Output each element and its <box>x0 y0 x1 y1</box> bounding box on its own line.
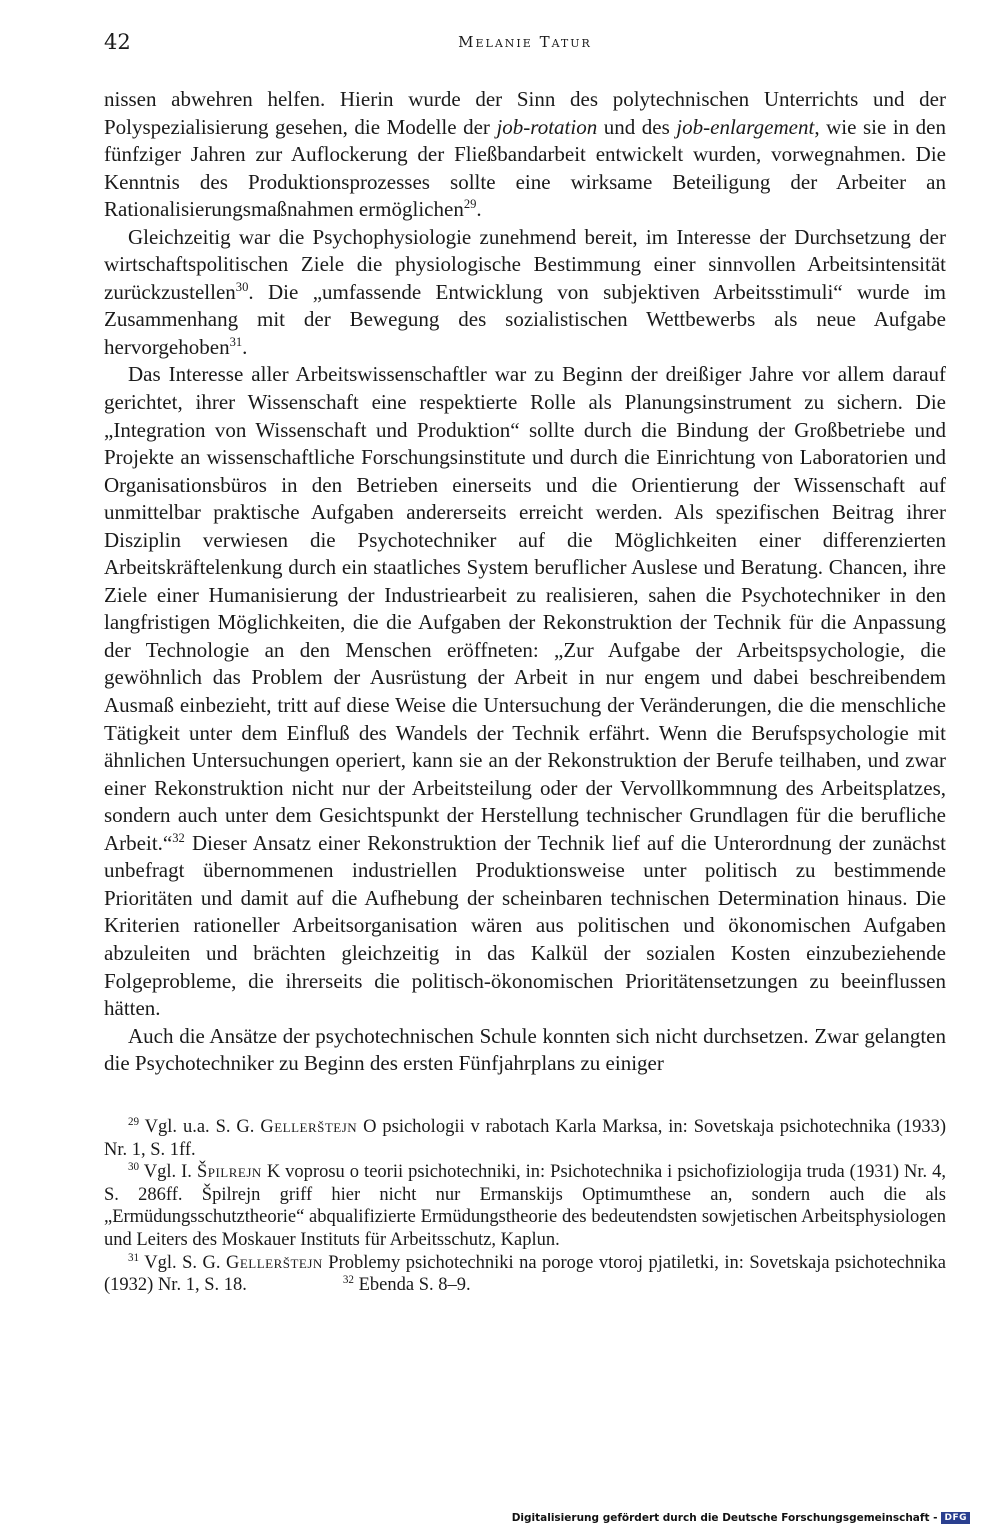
paragraph: nissen abwehren helfen. Hierin wurde der Sinn des polytechnischen Unterrichts und der Polyspezialisierung gesehen, die Modelle der job-rotation und des job-enlargement, wie sie in den fünfziger Jahren zur Auflockerung der Fließbandarbeit entwickelt wurden, vorwegnahmen. Die Kenntnis des Produktionsprozesses sollte eine wirksame Beteiligung der Arbeiter an Rationalisierungsmaßnahmen ermöglichen$^{29}$. <box>104 87 947 222</box>
digitization-note: Digitalisierung gefördert durch die Deutsche Forschungsgemeinschaft - <box>511 1512 938 1524</box>
footnote-number: 29 <box>128 1115 140 1128</box>
footnote-ref[interactable]: 30 <box>235 279 249 294</box>
footnote-32: $^{32}$ Ebenda S. 8–9. <box>342 1274 471 1296</box>
footnote-number: 32 <box>342 1274 354 1286</box>
digitization-banner <box>512 1512 970 1524</box>
paragraph: Das Interesse aller Arbeitswissenschaftler war zu Beginn der dreißiger Jahre vor allem darauf gerichtet, ihrer Wissenschaft eine respektierte Rolle als Planungsinstrument zu sichern. Die „Integration von Wissenschaft und Produktion“ sollte durch die Bindung der Großbetriebe und Projekte an wissenschaftliche Forschungsinstitute und durch die Einrichtung von Laboratorien und Organisationsbüros in den Betrieben einerseits und die Orientierung der Wissenschaft auf unmittelbar praktische Aufgaben andererseits erreicht werden. Als spezifischen Beitrag ihrer Disziplin verwiesen die Psychotechniker auf die Möglichkeiten einer differenzierten Arbeitskräftelenkung durch ein staatliches System beruflicher Auslese und Beratung. Chancen, ihre Ziele einer Humanisierung der Industriearbeit zu realisieren, sahen die Psychotechniker in den langfristigen Möglichkeiten, die die Aufgaben der Rekonstruktion der Technik für die Anpassung der Technologie an den Menschen eröffneten: „Zur Aufgabe der Arbeitspsychologie, die gewöhnlich das Problem der Ausrüstung der Arbeit in nur engem und dabei beschreibendem Ausmaß einbezieht, tritt auf diese Weise die Untersuchung der Veränderungen, die die menschliche Tätigkeit unter dem Einfluß des Wandels der Technik erfährt. Wenn die Berufspsychologie mit ähnlichen Untersuchungen operiert, kann sie an der Rekonstruktion der Berufe teilhaben, und zwar einer Rekonstruktion nicht nur der Arbeitsteilung oder der Vervollkommnung des Arbeitsplatzes, sondern auch unter dem Gesichtspunkt der Herstellung technischer Grundlagen für die berufliche Arbeit.“$^{32}$ Dieser Ansatz einer Rekonstruktion der Technik lief auf die Unterordnung der zunächst unbefragt übernommenen industriellen Produktionsweise unter politisch zu bestimmende Prioritäten und damit auf die Aufhebung der scheinbaren technischen Determination hinaus. Die Kriterien rationeller Arbeitsorganisation wären aus politischen und ökonomischen Aufgaben abzuleiten und brächten gleichzeitig in das Kalkül der sozialen Kosten einzubeziehende Folgeprobleme, die ihrerseits die politisch-ökonomischen Prioritätensetzungen zu beeinflussen hätten. <box>104 362 946 1021</box>
emphasis: job-rotation <box>496 114 598 139</box>
footnote-31: $^{31}$ Vgl. S. G. Gelleršteјn Problemy psichotechniki na poroge vtoroj pjatiletki, in: Sovetskaja psichotechnika (1932) Nr. 1, S. 18. $^{32}$ Ebenda S. 8–9. <box>104 1251 946 1296</box>
page-header <box>104 30 946 60</box>
running-head: Melanie Tatur <box>458 33 592 51</box>
body-text <box>104 86 946 1078</box>
footnote-number: 31 <box>128 1251 140 1264</box>
page-number: 42 <box>104 30 131 54</box>
paragraph: Auch die Ansätze der psychotechnischen Schule konnten sich nicht durchsetzen. Zwar gelangten die Psychotechniker zu Beginn des ersten Fünfjahrplans zu einiger <box>104 1023 946 1076</box>
footnote-number: 30 <box>128 1161 140 1174</box>
footnotes <box>104 1116 946 1297</box>
footnote-30: $^{30}$ Vgl. I. Špilrejn K voprosu o teorii psichotechniki, in: Psichotechnika i psichofiziologija truda (1931) Nr. 4, S. 286ff. Špilrejn griff hier nicht nur Ermanskijs Optimumthese an, sondern auch die als „Ermüdungsschutztheorie“ abqualifizierte Ermüdungstheorie des bedeutendsten sowjetischen Arbeitsphysiologen und Leiters des Moskauer Instituts für Arbeitsschutz, Kaplun. <box>104 1161 947 1250</box>
footnote-ref[interactable]: 32 <box>172 830 185 845</box>
dfg-logo: DFG <box>941 1512 970 1524</box>
author-name: Špilrejn <box>196 1162 262 1183</box>
paragraph: Gleichzeitig war die Psychophysiologie zunehmend bereit, im Interesse der Durchsetzung der wirtschaftspolitischen Ziele die physiologische Bestimmung einer sinnvollen Arbeitsintensität zurückzustellen$^{30}$. Die „umfassende Entwicklung von subjektiven Arbeitsstimuli“ wurde im Zusammenhang mit der Bewegung des sozialistischen Wettbewerbs als neue Aufgabe hervorgehoben$^{31}$. <box>104 224 946 359</box>
footnote-ref[interactable]: 31 <box>229 334 243 349</box>
author-name: Gelleršteјn <box>260 1117 358 1137</box>
author-name: Gelleršteјn <box>225 1252 323 1273</box>
emphasis: job-enlargement <box>676 114 815 139</box>
footnote-ref[interactable]: 29 <box>463 197 477 212</box>
footnote-29: $^{29}$ Vgl. u.a. S. G. Gelleršteјn O psichologii v rabotach Karla Marksa, in: Sovetskaja psichotechnika (1933) Nr. 1, S. 1ff. <box>104 1115 947 1160</box>
